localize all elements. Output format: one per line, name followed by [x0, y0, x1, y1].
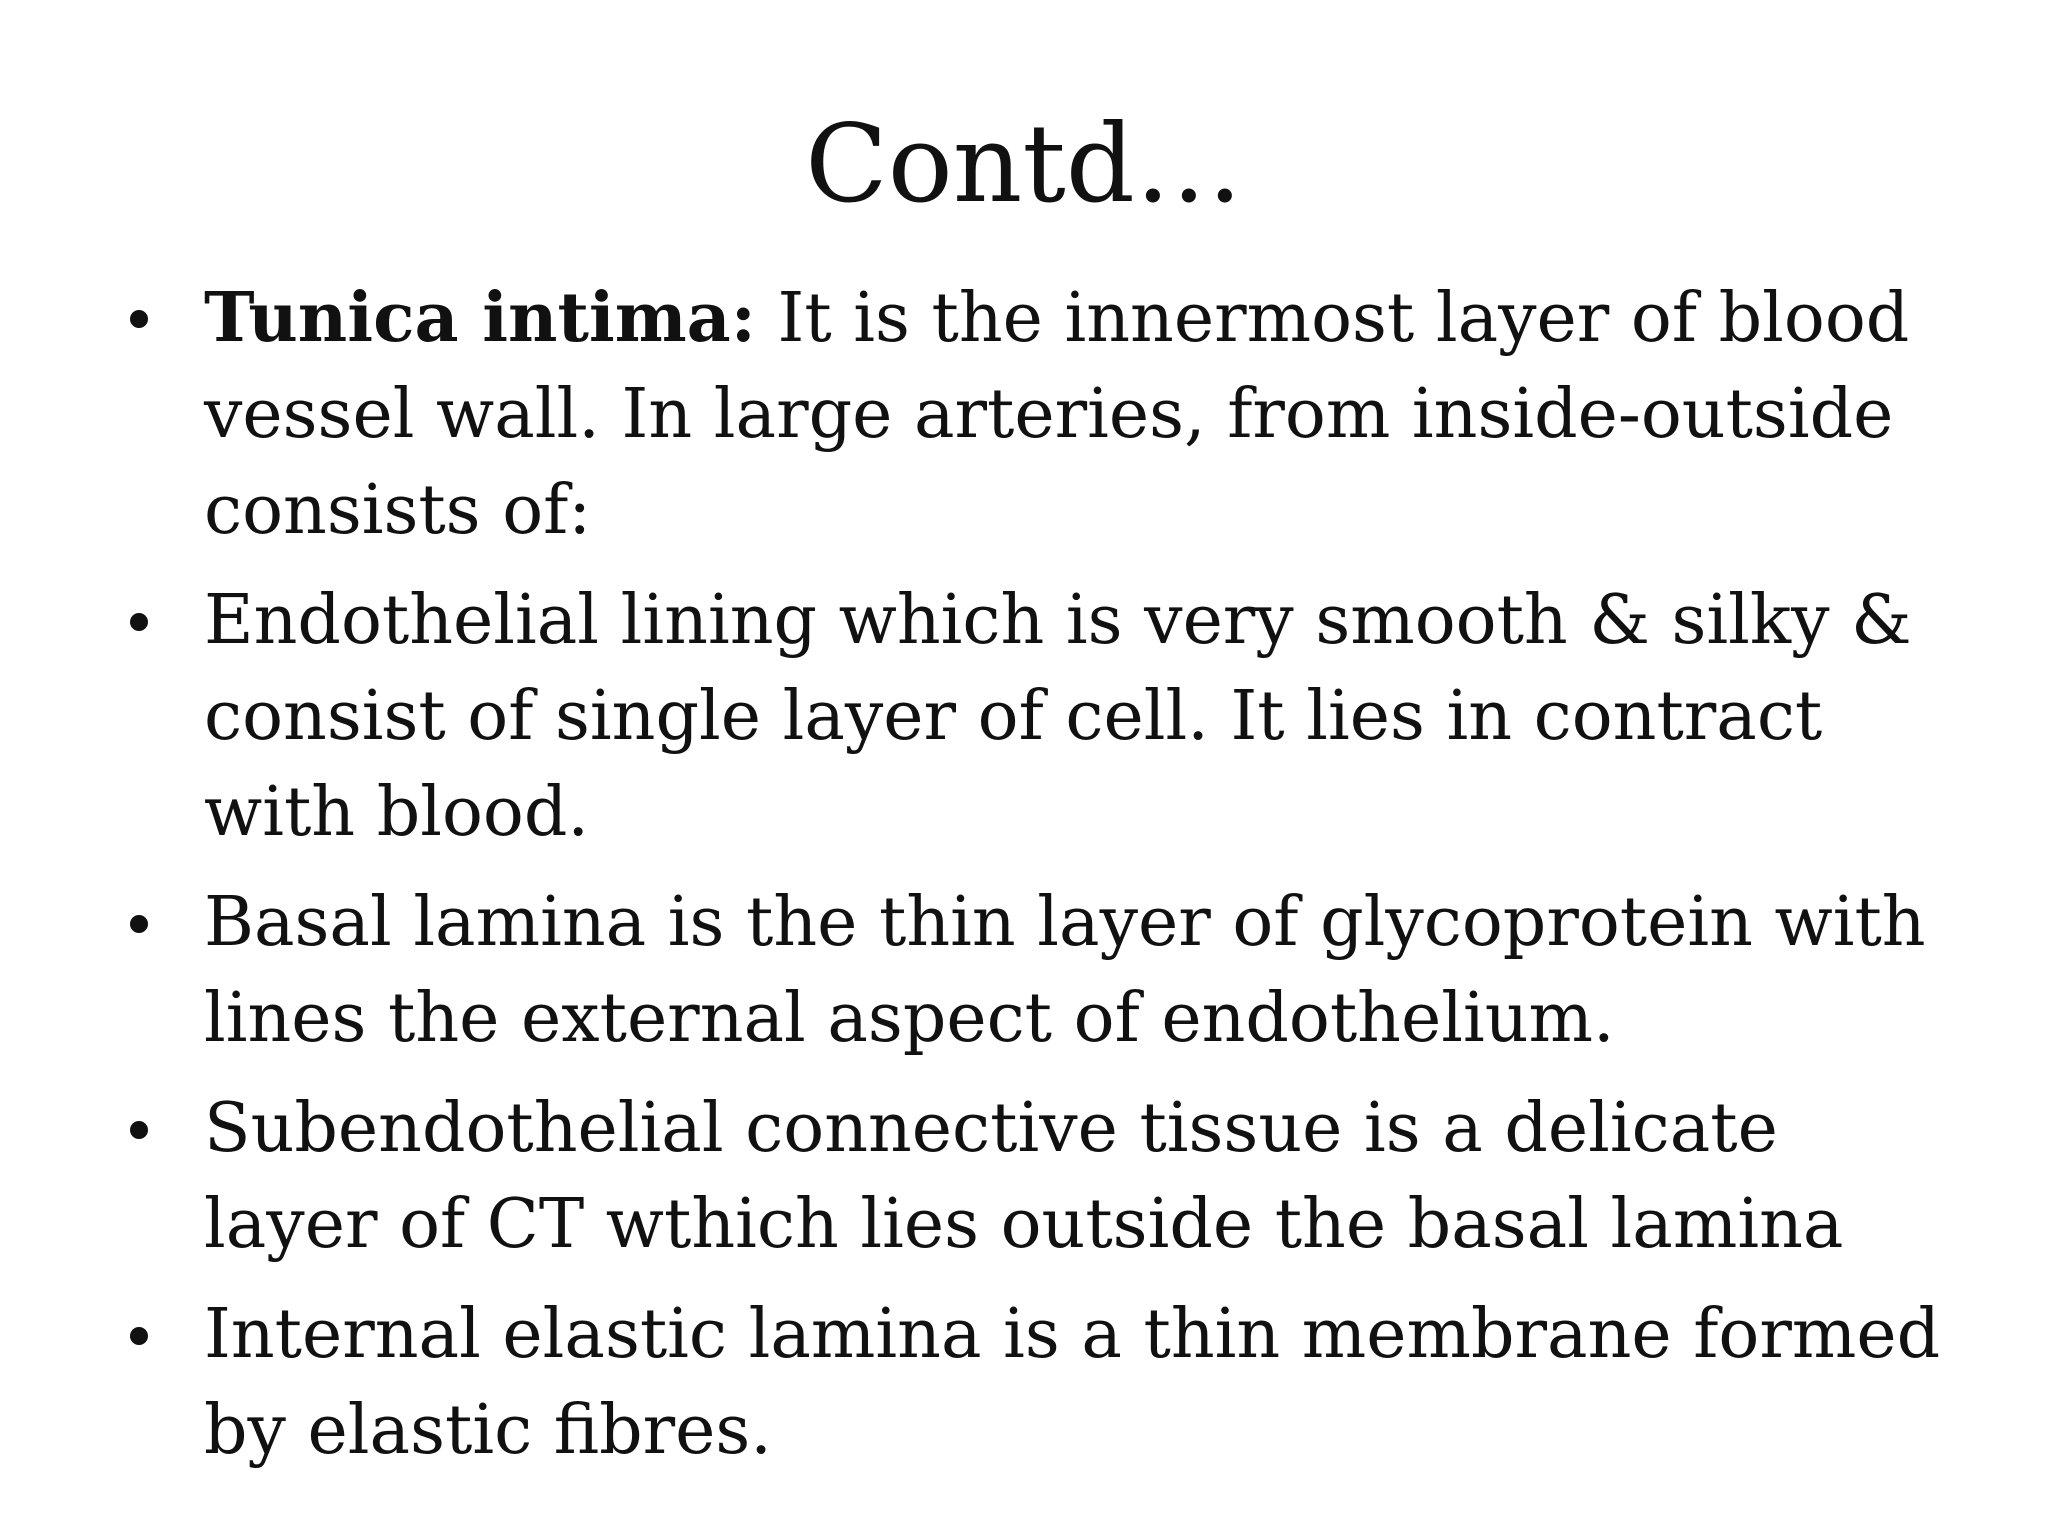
bullet-dot-icon — [130, 310, 148, 328]
bullet-list — [120, 270, 1960, 1493]
bullet-text: Endothelial lining which is very smooth & silky & consist of single layer of cell. It lies in contract with blood. — [204, 581, 1912, 852]
bullet-item-tunica-intima — [120, 270, 1960, 559]
bullet-term: Tunica intima: — [204, 278, 756, 358]
bullet-item-basal-lamina — [120, 875, 1960, 1067]
bullet-dot-icon — [130, 915, 148, 933]
bullet-dot-icon — [130, 1121, 148, 1139]
bullet-item-subendothelial-ct — [120, 1081, 1960, 1273]
bullet-item-endothelial-lining — [120, 573, 1960, 861]
bullet-text: It is the innermost layer of blood vessel wall. In large arteries, from inside-outside consists of: — [204, 279, 1910, 550]
bullet-dot-icon — [130, 613, 148, 631]
bullet-item-internal-elastic-lamina — [120, 1287, 1960, 1479]
bullet-dot-icon — [130, 1327, 148, 1345]
bullet-text: Subendothelial connective tissue is a delicate layer of CT wthich lies outside the basal lamina — [204, 1089, 1844, 1264]
bullet-text: Internal elastic lamina is a thin membrane formed by elastic fibres. — [204, 1295, 1941, 1470]
slide-title: Contd… — [805, 102, 1243, 227]
bullet-text: Basal lamina is the thin layer of glycoprotein with lines the external aspect of endothelium. — [204, 883, 1926, 1058]
